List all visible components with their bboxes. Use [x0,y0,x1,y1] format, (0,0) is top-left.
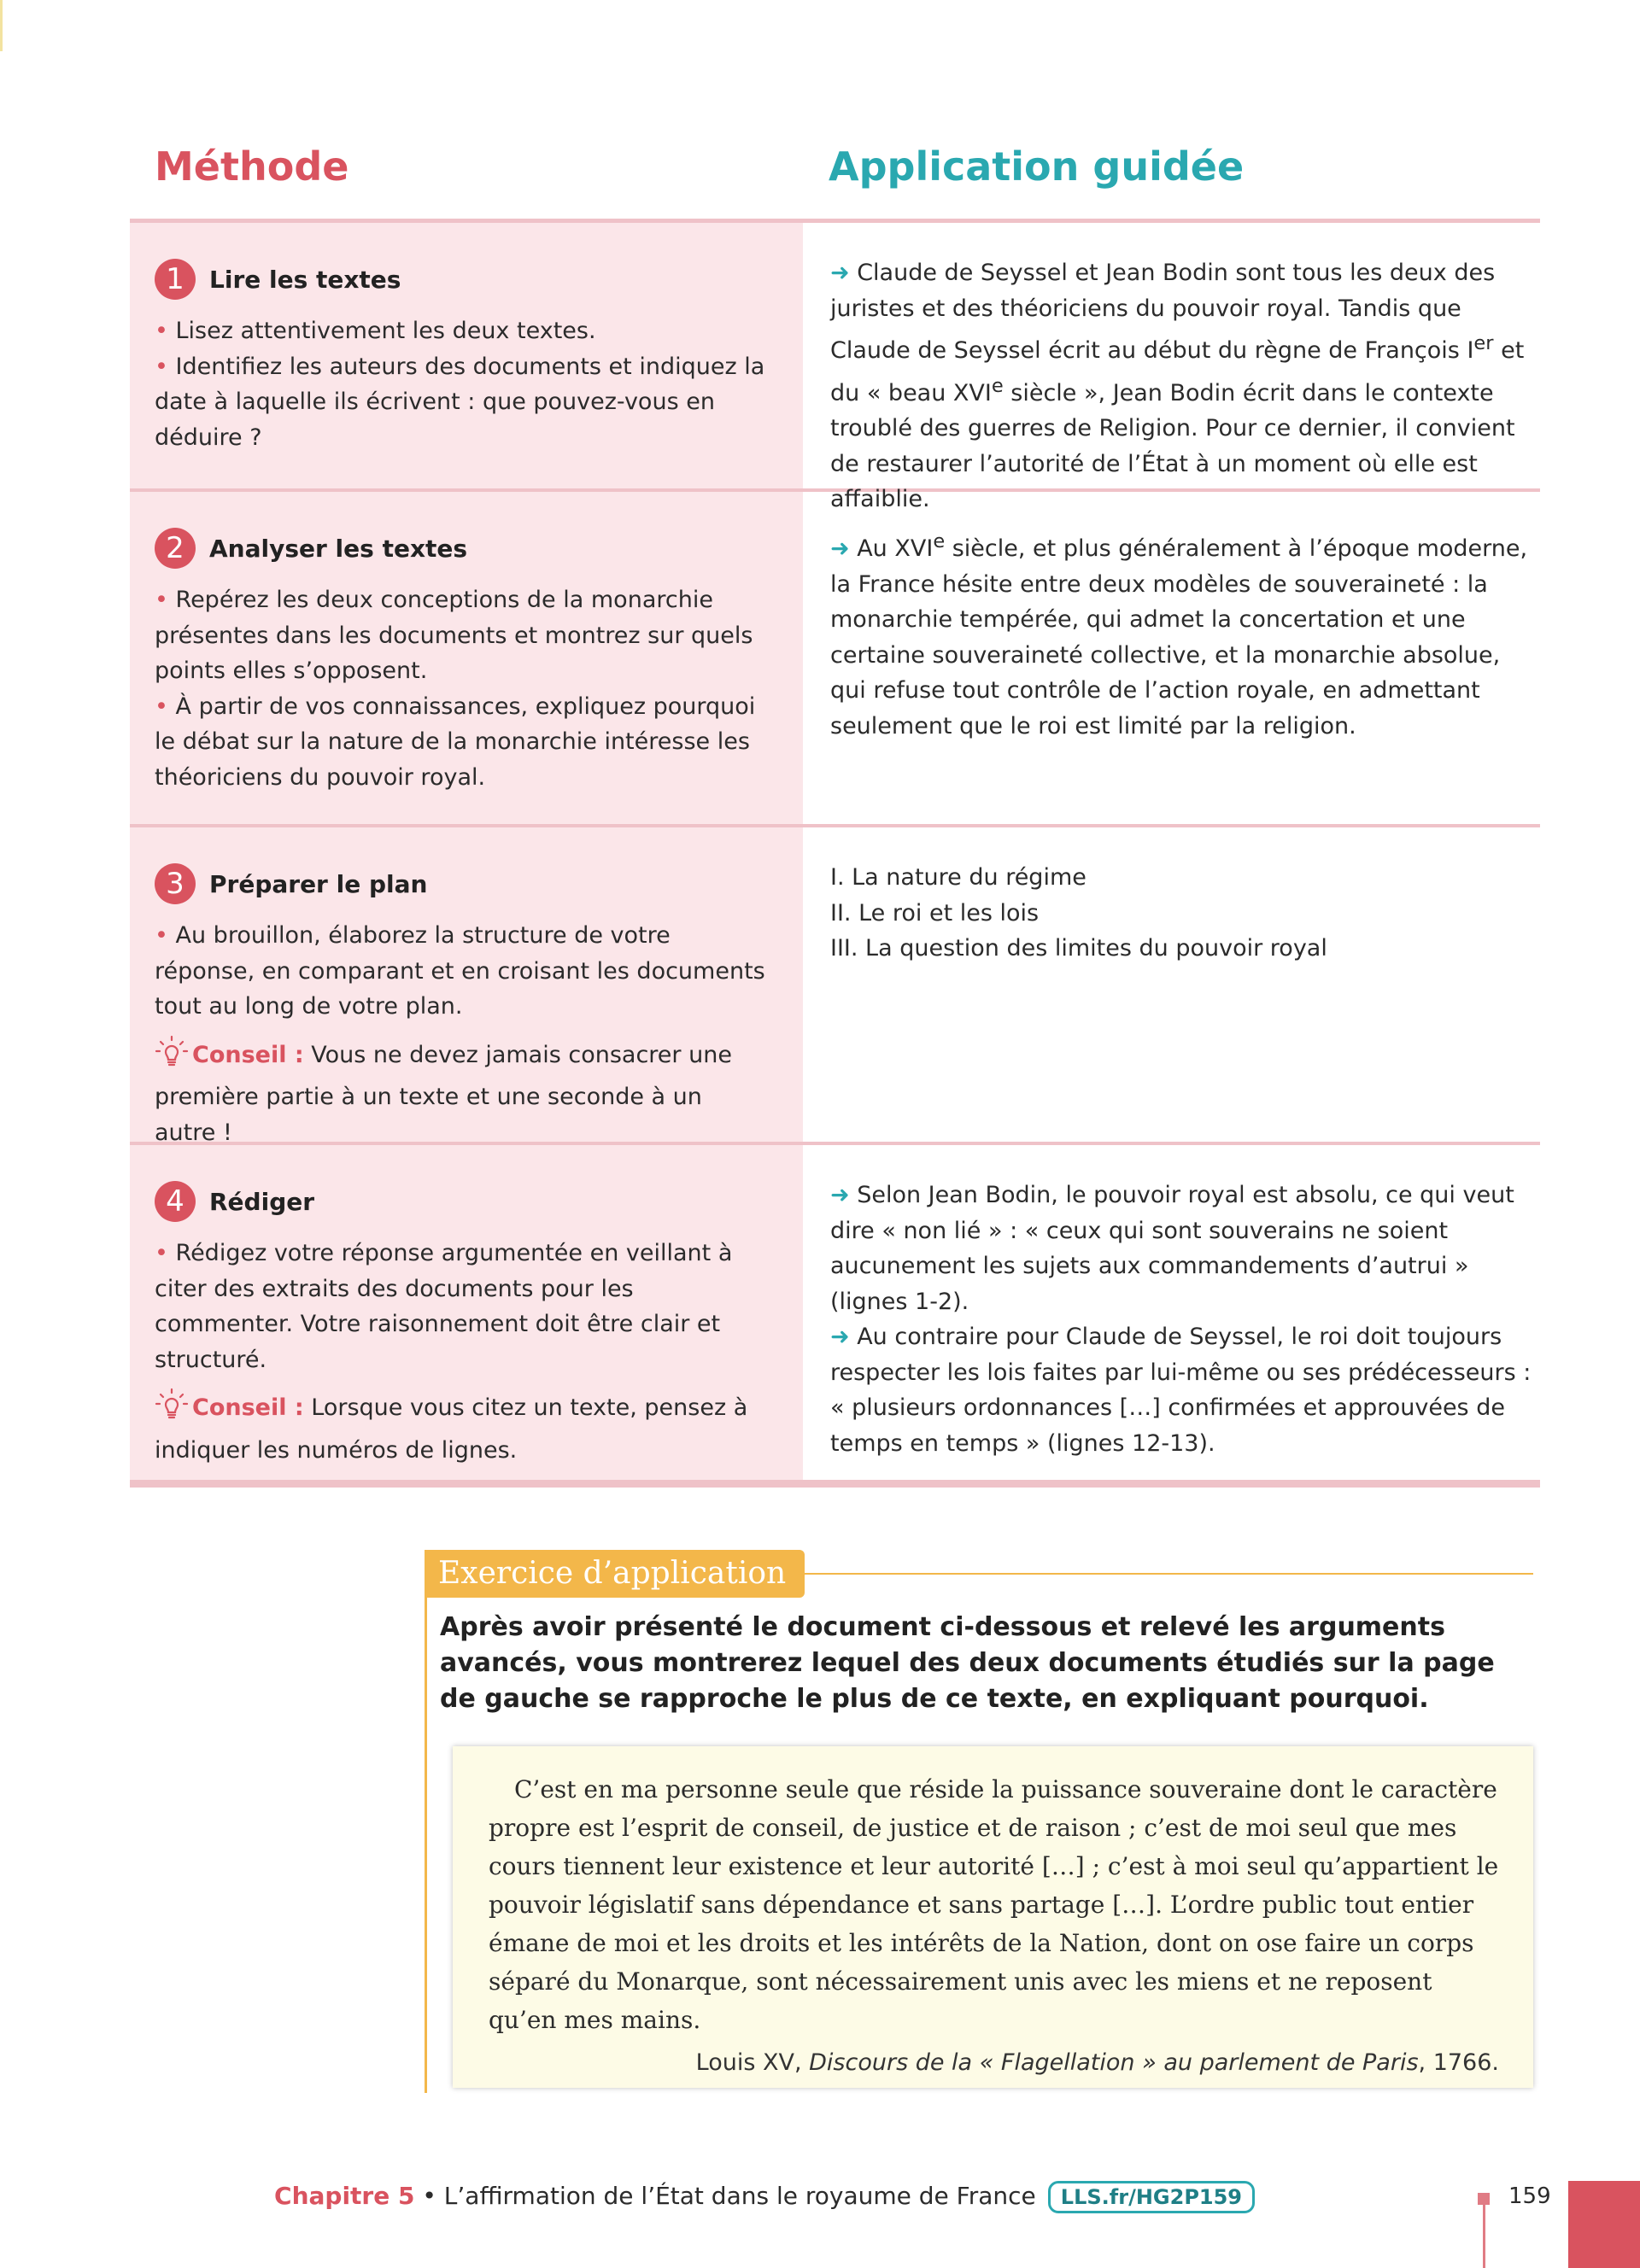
lightbulb-icon [155,1388,189,1433]
footer-marker [1478,2193,1490,2205]
application-cell-1: ➜ Claude de Seyssel et Jean Bodin sont tous les deux des juristes et des théoriciens du pouvoir royal. Tandis que Claude de Seyssel écrit au début du règne de François Ier et du « beau XVIe siècle », Jean Bodin écrit dans le contexte troublé des guerres de Religion. Pour ce dernier, il convient de restaurer l’autorité de l’État à un moment où elle est affaiblie. [830,260,1525,512]
step-bullet: • Au brouillon, élaborez la structure de votre réponse, en comparant et en croisant les documents tout au long de votre plan. [155,922,765,1020]
step-bullet: • Identifiez les auteurs des documents et indiquez la date à laquelle ils écrivent : que pouvez-vous en déduire ? [155,353,765,451]
application-paragraph: ➜ Au contraire pour Claude de Seyssel, le roi doit toujours respecter les lois faites par lui-même ou ses prédécesseurs : « plusieurs ordonnances […] confirmées et approuvées de temps en temps » (lignes 12-13). [830,1324,1532,1457]
quote-box [453,1746,1533,2088]
method-cell-4 [130,1145,803,1480]
quote-text: C’est en ma personne seule que réside la puissance souveraine dont le caractère propre est l’esprit de conseil, de justice et de raison ; c’est de moi seul que mes cours tiennent leur existence et leur autorité […] ; c’est à moi seul qu’appartient le pouvoir législatif sans dépendance et sans partage […]. L’ordre public tout entier émane de moi et les droits et les intérêts de la Nation, dont on ose faire un corps séparé du Monarque, sont nécessairement unis avec les miens et ne reposent qu’en mes mains. [489,1775,1499,2034]
page-corner-tab [1568,2181,1640,2268]
footer-marker-line [1483,2205,1485,2268]
plan-line: I. La nature du régime [830,864,1086,891]
step-number-badge: 1 [155,259,196,300]
step-bullet: • Repérez les deux conceptions de la monarchie présentes dans les documents et montrez sur quels points elles s’opposent. [155,587,753,684]
arrow-right-icon: ➜ [830,535,850,562]
arrow-right-icon: ➜ [830,1182,850,1208]
tip-text: Lorsque vous citez un texte, pensez à indiquer les numéros de lignes. [155,1394,748,1464]
lls-link[interactable]: LLS.fr/HG2P159 [1048,2181,1255,2213]
arrow-right-icon: ➜ [830,260,850,286]
step-bullet: • À partir de vos connaissances, expliquez pourquoi le débat sur la nature de la monarchie intéresse les théoriciens du pouvoir royal. [155,693,756,791]
step-row-1 [130,223,1540,512]
step-row-3 [130,827,1540,1145]
tip [155,1388,769,1468]
bullet-dot-icon: • [155,318,176,344]
tip-label: Conseil : [192,1041,304,1068]
application-cell-3 [803,827,1540,1142]
plan-line: III. La question des limites du pouvoir royal [830,935,1327,962]
application-heading: Application guidée [829,143,1245,190]
method-heading: Méthode [155,143,349,190]
step-number-badge: 4 [155,1181,196,1222]
tip-text: Vous ne devez jamais consacrer une première partie à un texte et une seconde à un autre ! [155,1041,732,1146]
step-title: Rédiger [209,1187,315,1216]
page-number: 159 [1508,2183,1551,2209]
bullet-dot-icon: • [155,1240,176,1266]
step-number-badge: 3 [155,863,196,904]
method-cell-2 [130,492,803,824]
exercise-question: Après avoir présenté le document ci-dessous et relevé les arguments avancés, vous montrerez lequel des deux documents étudiés sur la page de gauche se rapproche le plus de ce texte, en expliquant pourquoi. [440,1612,1495,1714]
bullet-dot-icon: • [155,922,176,949]
chapter-title: L’affirmation de l’État dans le royaume de France [443,2182,1036,2210]
plan-line: II. Le roi et les lois [830,899,1040,926]
exercise-tab: Exercice d’application [425,1550,805,1598]
step-header [155,1181,769,1222]
step-row-4 [130,1145,1540,1483]
footer-chapter: Chapitre 5 • L’affirmation de l’État dans le royaume de France LLS.fr/HG2P159 [274,2176,1255,2217]
step-title: Analyser les textes [209,534,468,563]
step-number-badge: 2 [155,528,196,569]
application-cell-4 [803,1145,1540,1480]
quote-source: Louis XV, Discours de la « Flagellation » au parlement de Paris, 1766. [695,2049,1499,2076]
step-header [155,528,769,569]
method-cell-1 [130,223,803,488]
bullet-dot-icon: • [155,693,176,720]
bullet-dot-icon: • [155,353,176,380]
chapter-label: Chapitre 5 [274,2182,415,2210]
step-bullet: • Lisez attentivement les deux textes. [155,318,596,344]
corner-mark [0,0,3,51]
application-cell-2: ➜ Au XVIe siècle, et plus généralement à l’époque moderne, la France hésite entre deux modèles de souveraineté : la monarchie tempérée, qui admet la concertation et une certaine souveraineté collective, et la monarchie absolue, qui refuse tout contrôle de l’action royale, en admettant seulement que le roi est limité par la religion. [830,530,1528,739]
application-paragraph: ➜ Selon Jean Bodin, le pouvoir royal est absolu, ce qui veut dire « non lié » : « ceux qui sont souverains ne soient aucunement les sujets aux commandements d’autrui » (lignes 1-2). [830,1182,1514,1315]
method-cell-3 [130,827,803,1146]
exercise-left-rule [425,1598,427,2093]
method-table [130,219,1540,1488]
step-row-2 [130,492,1540,827]
page-footer [0,2176,1640,2268]
tip [155,1035,769,1151]
step-header [155,259,769,300]
step-title: Préparer le plan [209,869,428,898]
exercise-rule [800,1573,1533,1575]
tip-label: Conseil : [192,1394,304,1421]
step-header [155,863,769,904]
bullet-dot-icon: • [155,587,176,613]
step-title: Lire les textes [209,265,401,294]
arrow-right-icon: ➜ [830,1324,850,1350]
step-bullet: • Rédigez votre réponse argumentée en veillant à citer des extraits des documents pour les commenter. Votre raisonnement doit être clair et structuré. [155,1240,733,1373]
lightbulb-icon [155,1035,189,1080]
table-bottom-rule [130,1483,1540,1488]
